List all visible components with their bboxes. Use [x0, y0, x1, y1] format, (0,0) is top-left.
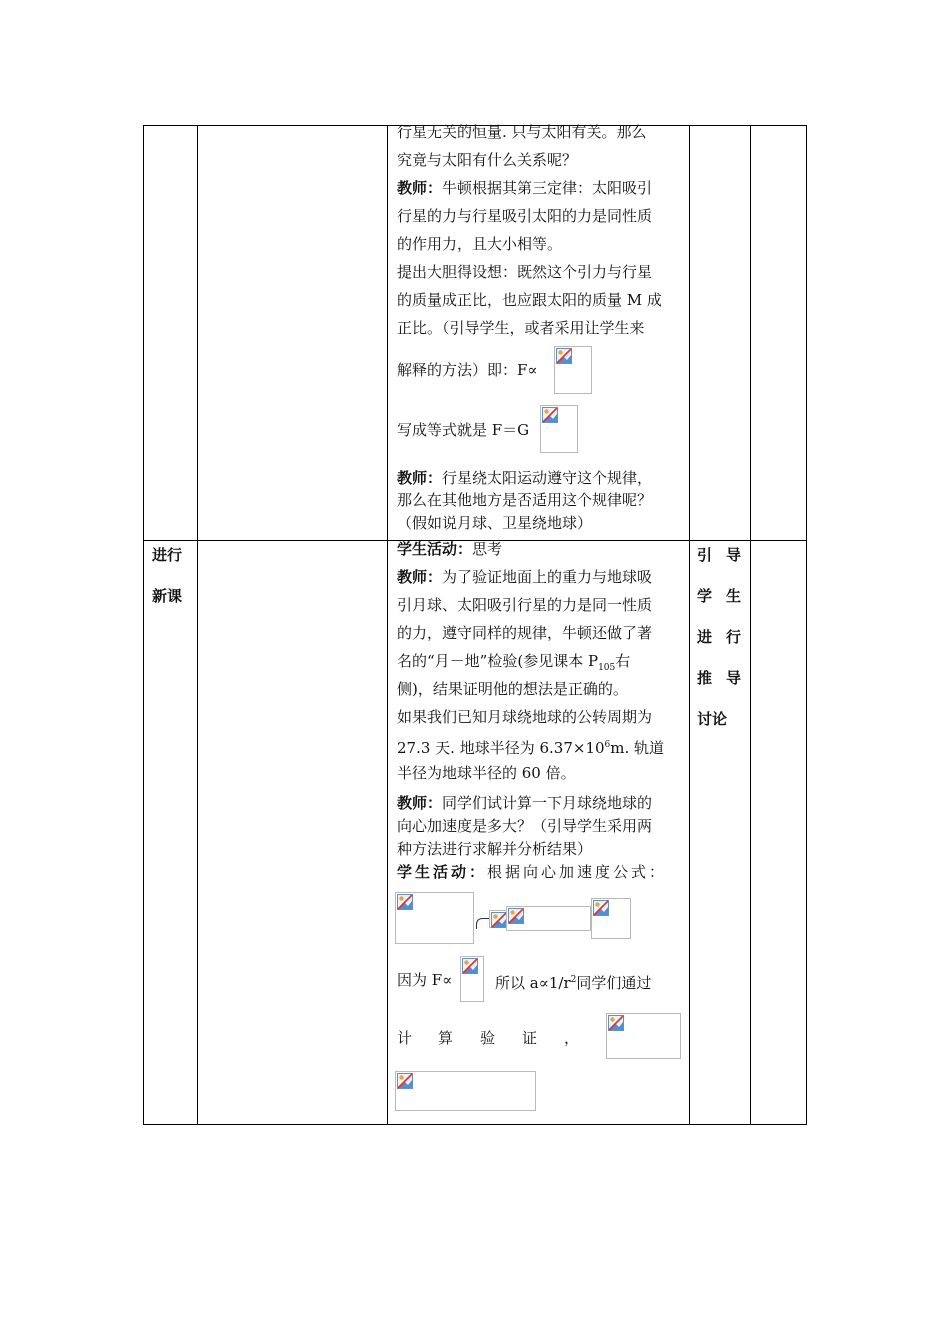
paragraph-text: 同学们通过 — [576, 974, 652, 992]
table-column-divider-3 — [689, 125, 690, 1125]
table-border-right — [806, 125, 807, 1125]
formula-connector — [476, 918, 489, 929]
paragraph-line: 同学们试计算一下月球绕地球的 — [442, 794, 653, 812]
student-label: 学生活动： — [397, 863, 488, 881]
justified-char: 证 — [522, 1029, 538, 1047]
guide-label-line: 推导 — [697, 669, 756, 687]
paragraph-line: 的力，遵守同样的规律，牛顿还做了著 — [397, 624, 653, 642]
paragraph-line: 牛顿根据其第三定律：太阳吸引 — [442, 179, 653, 197]
teacher-label: 教师： — [397, 794, 443, 812]
paragraph-text: 右 — [615, 652, 631, 670]
formula-image — [540, 405, 578, 453]
paragraph-line: 为了验证地面上的重力与地球吸 — [442, 568, 653, 586]
paragraph-line: 引月球、太阳吸引行星的力是同一性质 — [397, 596, 653, 614]
guide-label-line: 讨论 — [697, 710, 728, 728]
teacher-paragraph — [397, 792, 652, 814]
paragraph-line: 半径为地球半径的 60 倍。 — [397, 764, 576, 782]
broken-image-icon — [556, 348, 572, 364]
paragraph-text: 因为 F∝ — [397, 971, 453, 989]
paragraph-text: 27.3 天. 地球半径为 6.37×10 — [397, 739, 605, 757]
teacher-paragraph — [397, 174, 652, 202]
paragraph-line — [397, 731, 664, 762]
broken-image-icon — [462, 958, 478, 974]
broken-image-icon — [593, 900, 609, 916]
stage-label-line: 进行 — [152, 546, 183, 564]
guide-label-line: 进行 — [697, 628, 756, 646]
guide-label-line: 学生 — [697, 587, 756, 605]
paragraph-text: m. 轨道 — [610, 739, 665, 757]
paragraph-line: （假如说月球、卫星绕地球） — [397, 514, 593, 532]
paragraph-line: 究竟与太阳有什么关系呢？ — [397, 151, 578, 169]
page-subscript: 105 — [598, 663, 616, 673]
table-border-left — [143, 125, 144, 1125]
teacher-label: 教师： — [397, 469, 443, 487]
formula-image — [395, 892, 474, 944]
paragraph-line: 正比。（引导学生，或者采用让学生来 — [397, 319, 645, 337]
teacher-paragraph — [397, 467, 652, 489]
paragraph-line: 向心加速度是多大？（引导学生采用两 — [397, 817, 653, 835]
paragraph-line: 那么在其他地方是否适用这个规律呢？ — [397, 491, 653, 509]
justified-char: 计 — [397, 1029, 413, 1047]
formula-image — [489, 910, 507, 928]
teacher-label: 教师： — [397, 568, 443, 586]
table-border-bottom — [143, 1124, 807, 1125]
table-column-divider-2 — [387, 125, 388, 1125]
guide-label-line: 引导 — [697, 546, 756, 564]
broken-image-icon — [491, 912, 507, 928]
student-paragraph — [397, 861, 667, 883]
paragraph-line: 种方法进行求解并分析结果） — [397, 840, 593, 858]
formula-image — [554, 346, 592, 394]
paragraph-text: 名的“月－地”检验(参见课本 P — [397, 652, 599, 670]
justified-char: 验 — [480, 1029, 496, 1047]
paragraph-line: 写成等式就是 F＝G — [397, 421, 530, 439]
broken-image-icon — [397, 1073, 413, 1089]
paragraph-line: 行星的力与行星吸引太阳的力是同性质 — [397, 207, 653, 225]
exponent: 2 — [570, 975, 577, 985]
paragraph-line: 提出大胆得设想：既然这个引力与行星 — [397, 263, 653, 281]
exponent: 6 — [604, 740, 611, 750]
formula-image — [606, 1013, 681, 1059]
broken-image-icon — [508, 908, 524, 924]
paragraph-line — [495, 966, 651, 997]
teacher-label: 教师： — [397, 179, 443, 197]
student-label: 学生活动： — [397, 540, 473, 558]
paragraph-line: 的质量成正比，也应跟太阳的质量 M 成 — [397, 291, 662, 309]
broken-image-icon — [542, 407, 558, 423]
justified-char: 算 — [438, 1029, 454, 1047]
formula-image — [591, 898, 631, 939]
paragraph-line: 侧)，结果证明他的想法是正确的。 — [397, 680, 628, 698]
table-column-divider-1 — [197, 125, 198, 1125]
paragraph-line: 如果我们已知月球绕地球的公转周期为 — [397, 708, 653, 726]
paragraph-line: 行星无关的恒量. 只与太阳有关。那么 — [397, 123, 647, 141]
paragraph-line: 解释的方法）即：F∝ — [397, 361, 538, 379]
student-paragraph — [397, 538, 502, 560]
table-column-divider-4 — [750, 125, 751, 1125]
paragraph-line: 思考 — [472, 540, 503, 558]
formula-image — [506, 906, 591, 931]
teacher-paragraph — [397, 563, 652, 591]
formula-image — [460, 956, 484, 1002]
formula-image — [395, 1071, 536, 1111]
paragraph-line: 行星绕太阳运动遵守这个规律， — [442, 469, 653, 487]
broken-image-icon — [397, 894, 413, 910]
paragraph-line: 的作用力，且大小相等。 — [397, 235, 563, 253]
paragraph-line: 根据向心加速度公式： — [487, 863, 668, 881]
justified-char: ， — [564, 1029, 580, 1047]
stage-label-line: 新课 — [152, 587, 183, 605]
paragraph-text: 所以 a∝1/r — [495, 974, 571, 992]
broken-image-icon — [608, 1015, 624, 1031]
